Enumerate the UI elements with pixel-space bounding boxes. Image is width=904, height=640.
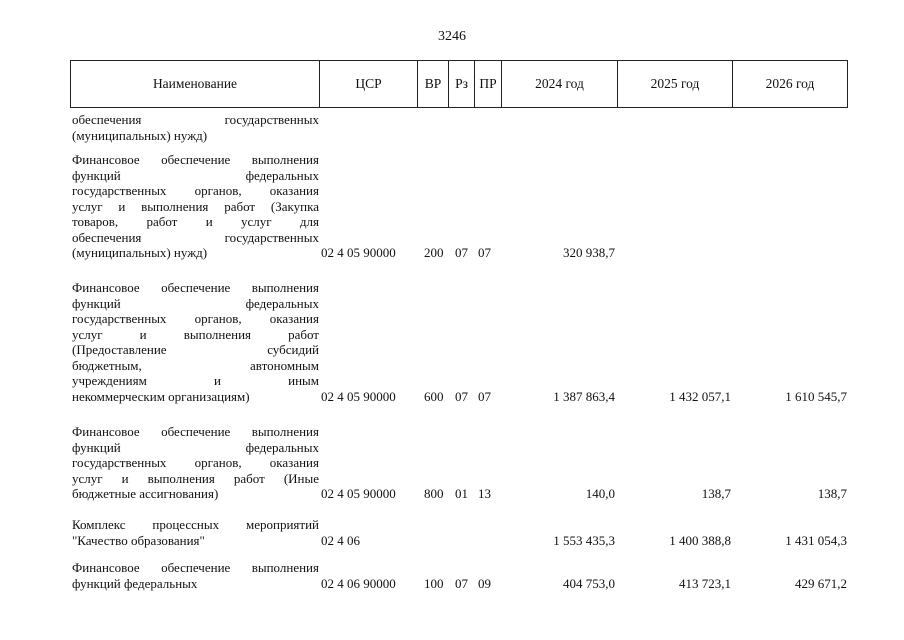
cell-y2025: 1 400 388,8 bbox=[669, 532, 731, 548]
cell-y2026: 429 671,2 bbox=[795, 575, 847, 591]
row-name-line: функций федеральных bbox=[72, 439, 319, 455]
header-csr: ЦСР bbox=[320, 61, 418, 107]
row-name-line: "Качество образования" bbox=[72, 532, 205, 548]
row-name-line: функций федеральных bbox=[72, 167, 319, 183]
cell-y2026: 1 610 545,7 bbox=[785, 388, 847, 404]
page-number: 3246 bbox=[438, 29, 466, 44]
cell-csr: 02 4 05 90000 bbox=[321, 486, 396, 501]
cell-rz: 07 bbox=[455, 388, 468, 404]
cell-csr: 02 4 06 bbox=[321, 532, 360, 548]
row-name-line: Комплекс процессных мероприятий bbox=[72, 517, 319, 532]
cell-rz: 07 bbox=[455, 575, 468, 591]
cell-y2024: 404 753,0 bbox=[563, 575, 615, 591]
row-name-line: (муниципальных) нужд) bbox=[72, 127, 208, 143]
header-2025: 2025 год bbox=[618, 61, 733, 107]
cell-y2025: 1 432 057,1 bbox=[669, 388, 731, 404]
row-name bbox=[72, 560, 319, 591]
row-name bbox=[72, 517, 319, 548]
cell-y2026: 138,7 bbox=[817, 486, 847, 501]
cell-y2024: 1 553 435,3 bbox=[553, 532, 615, 548]
row-name-line: бюджетные ассигнования) bbox=[72, 486, 219, 501]
row-name-line: услуг и выполнения работ (Иные bbox=[72, 470, 319, 486]
row-name-line: бюджетным, автономным bbox=[72, 357, 319, 373]
table-header bbox=[70, 60, 848, 108]
row-name-line: Финансовое обеспечение выполнения bbox=[72, 560, 319, 575]
cell-csr: 02 4 06 90000 bbox=[321, 575, 396, 591]
cell-csr: 02 4 05 90000 bbox=[321, 388, 396, 404]
cell-y2024: 140,0 bbox=[585, 486, 615, 501]
cell-pr: 13 bbox=[478, 486, 491, 501]
header-pr: ПР bbox=[475, 61, 502, 107]
cell-vr: 200 bbox=[424, 245, 444, 260]
cell-y2024: 320 938,7 bbox=[563, 245, 615, 260]
row-name-line: учреждениям и иным bbox=[72, 373, 319, 388]
row-name-line: Финансовое обеспечение выполнения bbox=[72, 152, 319, 167]
cell-vr: 600 bbox=[424, 388, 444, 404]
row-name bbox=[72, 424, 319, 502]
cell-rz: 07 bbox=[455, 245, 468, 260]
cell-y2025: 138,7 bbox=[701, 486, 731, 501]
row-name-line: обеспечения государственных bbox=[72, 229, 319, 245]
row-name-line: товаров, работ и услуг для bbox=[72, 214, 319, 229]
header-rz: Рз bbox=[449, 61, 475, 107]
row-name-line: Финансовое обеспечение выполнения bbox=[72, 424, 319, 439]
cell-pr: 07 bbox=[478, 245, 491, 260]
row-name-line: услуг и выполнения работ (Закупка bbox=[72, 198, 319, 214]
cell-csr: 02 4 05 90000 bbox=[321, 245, 396, 260]
cell-pr: 07 bbox=[478, 388, 491, 404]
header-name: Наименование bbox=[71, 61, 320, 107]
row-name bbox=[72, 112, 319, 143]
row-name-line: государственных органов, оказания bbox=[72, 183, 319, 198]
row-name-line: государственных органов, оказания bbox=[72, 455, 319, 470]
cell-y2024: 1 387 863,4 bbox=[553, 388, 615, 404]
cell-rz: 01 bbox=[455, 486, 468, 501]
row-name-line: государственных органов, оказания bbox=[72, 311, 319, 326]
header-2026: 2026 год bbox=[765, 76, 815, 91]
row-name bbox=[72, 280, 319, 404]
header-2024: 2024 год bbox=[502, 61, 618, 107]
cell-pr: 09 bbox=[478, 575, 491, 591]
row-name-line: (Предоставление субсидий bbox=[72, 342, 319, 357]
cell-y2026: 1 431 054,3 bbox=[785, 532, 847, 548]
row-name-line: обеспечения государственных bbox=[72, 112, 319, 127]
row-name bbox=[72, 152, 319, 261]
row-name-line: функций федеральных bbox=[72, 575, 198, 591]
row-name-line: Финансовое обеспечение выполнения bbox=[72, 280, 319, 295]
row-name-line: некоммерческим организациям) bbox=[72, 388, 250, 404]
row-name-line: функций федеральных bbox=[72, 295, 319, 311]
cell-vr: 800 bbox=[424, 486, 444, 501]
cell-vr: 100 bbox=[424, 575, 444, 591]
row-name-line: (муниципальных) нужд) bbox=[72, 245, 208, 260]
cell-y2025: 413 723,1 bbox=[679, 575, 731, 591]
header-vr: ВР bbox=[418, 61, 449, 107]
row-name-line: услуг и выполнения работ bbox=[72, 326, 319, 342]
